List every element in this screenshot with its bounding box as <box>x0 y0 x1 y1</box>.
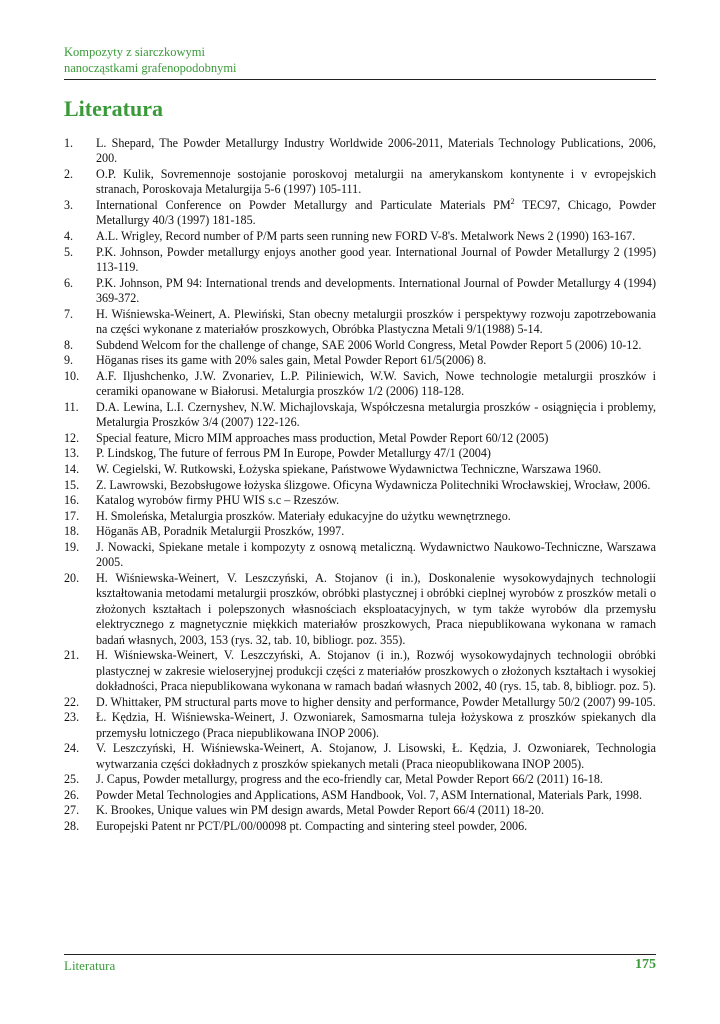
reference-text: Ł. Kędzia, H. Wiśniewska-Weinert, J. Ozwoniarek, Samosmarna tuleja łożyskowa z proszków spiekanych dla przemysłu lotniczego (Praca niepublikowana INOP 2006). <box>96 710 656 740</box>
reference-text: D. Whittaker, PM structural parts move to higher density and performance, Powder Metallurgy 50/2 (2007) 99-105. <box>96 694 656 709</box>
reference-text: P. Lindskog, The future of ferrous PM In Europe, Powder Metallurgy 47/1 (2004) <box>96 446 491 461</box>
reference-item <box>64 431 656 446</box>
reference-number: 4. <box>64 229 74 243</box>
reference-number: 26. <box>64 787 80 802</box>
reference-item <box>64 245 656 276</box>
reference-number: 12. <box>64 430 80 445</box>
reference-text: Europejski Patent nr PCT/PL/00/00098 pt. Compacting and sintering steel powder, 2006. <box>96 818 528 833</box>
superscript: 2 <box>510 196 515 206</box>
running-header <box>64 44 656 76</box>
reference-number: 27. <box>64 803 80 818</box>
footer-divider <box>64 954 656 955</box>
reference-text: Z. Lawrowski, Bezobsługowe łożyska ślizgowe. Oficyna Wydawnicza Politechniki Wrocławskiej, Wrocław, 2006. <box>96 477 651 492</box>
reference-text: A.F. Iljushchenko, J.W. Zvonariev, L.P. Piliniewich, W.W. Savich, Nowe technologie metalurgii proszków i ceramiki opanowane w Białorusi. Metalurgia proszków 1/2 (2006) 118-128. <box>96 368 656 399</box>
reference-number: 7. <box>64 306 74 321</box>
reference-item <box>64 338 656 353</box>
reference-item <box>64 741 656 772</box>
reference-number: 18. <box>64 524 80 539</box>
reference-item <box>64 710 656 741</box>
reference-text-part: TEC97, Chicago, Powder Metallurgy 40/3 (1997) 181-185. <box>96 198 656 228</box>
footer-section-label: Literatura <box>64 958 116 973</box>
reference-number: 3. <box>64 198 74 212</box>
reference-item <box>64 462 656 477</box>
reference-item <box>64 571 656 648</box>
reference-item <box>64 198 656 229</box>
reference-number: 9. <box>64 353 74 368</box>
reference-number: 21. <box>64 648 80 663</box>
reference-text: J. Nowacki, Spiekane metale i kompozyty z osnową metaliczną. Wydawnictwo Naukowo-Techniczne, Warszawa 2005. <box>96 539 656 570</box>
reference-item <box>64 229 656 244</box>
reference-text: Katalog wyrobów firmy PHU WIS s.c – Rzeszów. <box>96 493 340 508</box>
reference-item <box>64 788 656 803</box>
reference-number: 24. <box>64 741 80 756</box>
reference-number: 28. <box>64 818 80 833</box>
reference-number: 14. <box>64 461 80 476</box>
reference-text: Höganäs AB, Poradnik Metalurgii Proszków, 1997. <box>96 524 345 539</box>
reference-number: 16. <box>64 493 80 508</box>
reference-text: A.L. Wrigley, Record number of P/M parts seen running new FORD V-8's. Metalwork News 2 (1990) 163-167. <box>96 229 636 243</box>
reference-number: 13. <box>64 446 80 461</box>
reference-text: J. Capus, Powder metallurgy, progress and the eco-friendly car, Metal Powder Report 66/2 (2011) 16-18. <box>96 772 603 787</box>
reference-item <box>64 276 656 307</box>
reference-item <box>64 307 656 338</box>
reference-item <box>64 819 656 834</box>
reference-number: 20. <box>64 570 80 585</box>
reference-item <box>64 524 656 539</box>
reference-text: H. Wiśniewska-Weinert, V. Leszczyński, A. Stojanov (i in.), Doskonalenie wysokowydajnych technologii kształtowania metodami metalurgii proszków, obróbki plastycznej i obróbki cieplnej wyrobów z proszków metali o złożonych kształtach i polepszonych własnościach eksploatacyjnych, w tym także wyrobów dla przemysłu elektrycznego z magnetycznie miękkich materiałów proszkowych, Praca niepublikowana wykonana w ramach badań własnych, 2003, 153 (rys. 32, tab. 10, bibliogr. poz. 355). <box>96 570 656 647</box>
reference-item <box>64 772 656 787</box>
reference-text: Höganas rises its game with 20% sales gain, Metal Powder Report 61/5(2006) 8. <box>96 353 487 368</box>
reference-number: 15. <box>64 477 80 492</box>
reference-text: O.P. Kulik, Sovremennoje sostojanie poroskovoj metalurgii na amerykanskom kontynente i v evropejskich stranach, Poroskovaja Metalurgija 5-6 (1997) 105-111. <box>96 167 656 197</box>
reference-item <box>64 167 656 198</box>
reference-item <box>64 478 656 493</box>
reference-number: 23. <box>64 710 80 725</box>
reference-text: Powder Metal Technologies and Applications, ASM Handbook, Vol. 7, ASM International, Materials Park, 1998. <box>96 787 643 802</box>
reference-text: P.K. Johnson, PM 94: International trends and developments. International Journal of Powder Metallurgy 4 (1994) 369-372. <box>96 275 656 305</box>
reference-item <box>64 803 656 818</box>
reference-text: H. Wiśniewska-Weinert, V. Leszczyński, A. Stojanov (i in.), Rozwój wysokowydajnych technologii obróbki plastycznej w zakresie wieloseryjnej produkcji części z materiałów proszkowych o złożonych kształtach i wysokiej dokładności, Praca niepublikowana wykonana w ramach badań własnych 2002, 40 (rys. 15, tab. 8, bibliogr. poz. 5). <box>96 648 656 693</box>
reference-item <box>64 136 656 167</box>
reference-list <box>64 136 656 835</box>
reference-number: 2. <box>64 167 74 181</box>
running-header-line-2: nanocząstkami grafenopodobnymi <box>64 61 237 75</box>
reference-item <box>64 400 656 431</box>
reference-number: 1. <box>64 136 74 150</box>
reference-number: 19. <box>64 539 80 554</box>
reference-number: 8. <box>64 337 74 352</box>
reference-item <box>64 446 656 461</box>
reference-item <box>64 695 656 710</box>
page-number: 175 <box>635 957 656 972</box>
reference-text: P.K. Johnson, Powder metallurgy enjoys another good year. International Journal of Powder Metallurgy 2 (1995) 113-119. <box>96 244 656 274</box>
reference-number: 17. <box>64 508 80 523</box>
reference-number: 11. <box>64 399 79 414</box>
reference-item <box>64 540 656 571</box>
reference-number: 5. <box>64 244 74 259</box>
reference-text: V. Leszczyński, H. Wiśniewska-Weinert, A. Stojanow, J. Lisowski, Ł. Kędzia, J. Ozwoniarek, Technologia wytwarzania części dokładnych z proszków spiekanych metali (Praca nieopublikowana INOP 2005). <box>96 741 656 771</box>
reference-number: 25. <box>64 772 80 787</box>
reference-text: K. Brookes, Unique values win PM design awards, Metal Powder Report 66/4 (2011) 18-20. <box>96 803 544 818</box>
running-header-line-1: Kompozyty z siarczkowymi <box>64 45 205 59</box>
reference-item <box>64 493 656 508</box>
reference-text: Subdend Welcom for the challenge of change, SAE 2006 World Congress, Metal Powder Report 5 (2006) 10-12. <box>96 337 642 352</box>
reference-number: 22. <box>64 694 80 709</box>
reference-item <box>64 509 656 524</box>
reference-text: H. Wiśniewska-Weinert, A. Plewiński, Stan obecny metalurgii proszków i perspektywy rozwoju zapotrzebowania na części wykonane z materiałów proszkowych, Obróbka Plastyczna Metali 9/1(1988) 5-14. <box>96 306 656 336</box>
reference-text-part: International Conference on Powder Metallurgy and Particulate Materials PM <box>96 198 511 212</box>
reference-item <box>64 648 656 694</box>
header-divider <box>64 79 656 80</box>
section-title: Literatura <box>64 96 163 121</box>
reference-item <box>64 369 656 400</box>
reference-item <box>64 353 656 368</box>
reference-text: Special feature, Micro MIM approaches mass production, Metal Powder Report 60/12 (2005) <box>96 430 549 445</box>
reference-text: W. Cegielski, W. Rutkowski, Łożyska spiekane, Państwowe Wydawnictwa Techniczne, Warszawa 1960. <box>96 461 602 476</box>
reference-text: H. Smoleńska, Metalurgia proszków. Materiały edukacyjne do użytku wewnętrznego. <box>96 508 511 523</box>
reference-number: 6. <box>64 275 74 290</box>
reference-text <box>96 198 656 229</box>
reference-text: D.A. Lewina, L.I. Czernyshev, N.W. Michajlovskaja, Współczesna metalurgia proszków - osiągnięcia i problemy, Metalurgia Proszków 3/4 (2007) 122-126. <box>96 399 656 430</box>
reference-number: 10. <box>64 368 80 383</box>
reference-text: L. Shepard, The Powder Metallurgy Industry Worldwide 2006-2011, Materials Technology Publications, 2006, 200. <box>96 136 656 166</box>
